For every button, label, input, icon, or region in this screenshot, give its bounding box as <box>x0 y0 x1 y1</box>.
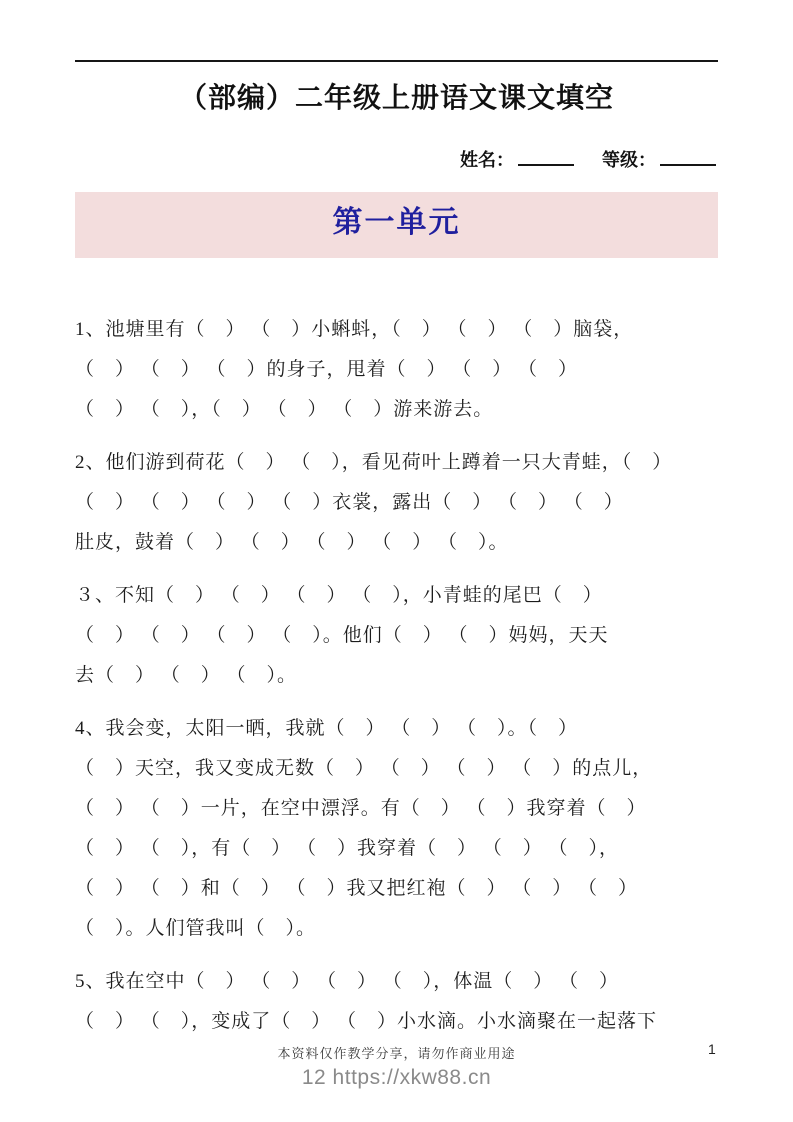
question-3 <box>75 576 718 696</box>
question-1-line-2: （ ） （ ） （ ）的身子，甩着（ ） （ ） （ ） <box>75 359 579 380</box>
page-number: 1 <box>708 1041 716 1057</box>
question-1-line-1: 1、池塘里有（ ） （ ）小蝌蚪，（ ） （ ） （ ）脑袋， <box>75 319 634 340</box>
question-5-line-1: 5、我在空中（ ） （ ） （ ） （ ），体温（ ） （ ） <box>75 971 620 992</box>
question-1 <box>75 310 718 430</box>
name-label: 姓名： <box>460 150 514 170</box>
grade-blank-line <box>660 149 716 166</box>
grade-label: 等级： <box>602 150 656 170</box>
question-3-line-3: 去（ ） （ ） （ ）。 <box>75 665 298 686</box>
section-banner <box>75 192 718 258</box>
header-rule <box>75 60 718 62</box>
page-title: （部编）二年级上册语文课文填空 <box>178 83 614 114</box>
name-grade-row <box>75 146 718 172</box>
question-4-line-3: （ ） （ ）一片，在空中漂浮。有（ ） （ ）我穿着（ ） <box>75 798 647 819</box>
question-4-line-4: （ ） （ ），有（ ） （ ）我穿着（ ） （ ） （ ）， <box>75 838 620 859</box>
question-2 <box>75 443 718 563</box>
question-1-line-3: （ ） （ ），（ ） （ ） （ ）游来游去。 <box>75 399 494 420</box>
question-3-line-1: ３、不知（ ） （ ） （ ） （ ），小青蛙的尾巴（ ） <box>75 585 603 606</box>
questions-list <box>75 310 718 1055</box>
question-4-line-2: （ ）天空，我又变成无数（ ） （ ） （ ） （ ）的点儿， <box>75 758 653 779</box>
question-2-line-2: （ ） （ ） （ ） （ ）衣裳，露出（ ） （ ） （ ） <box>75 492 624 513</box>
question-2-line-3: 肚皮，鼓着（ ） （ ） （ ） （ ） （ ）。 <box>75 532 509 553</box>
section-title: 第一单元 <box>332 206 461 239</box>
question-4-line-1: 4、我会变，太阳一晒，我就（ ） （ ） （ ）。（ ） <box>75 718 579 739</box>
question-5 <box>75 962 718 1042</box>
question-2-line-1: 2、他们游到荷花（ ） （ ），看见荷叶上蹲着一只大青蛙，（ ） <box>75 452 673 473</box>
question-3-line-2: （ ） （ ） （ ） （ ）。他们（ ） （ ）妈妈，天天 <box>75 625 609 646</box>
site-url[interactable]: 12 https://xkw88.cn <box>301 1066 492 1089</box>
footer-disclaimer: 本资料仅作教学分享，请勿作商业用途 <box>277 1046 516 1061</box>
question-4 <box>75 709 718 949</box>
question-5-line-2: （ ） （ ），变成了（ ） （ ）小水滴。小水滴聚在一起落下 <box>75 1011 658 1032</box>
name-blank-line <box>518 149 574 166</box>
question-4-line-5: （ ） （ ）和（ ） （ ）我又把红袍（ ） （ ） （ ） <box>75 878 639 899</box>
question-4-line-6: （ ）。人们管我叫（ ）。 <box>75 918 317 939</box>
